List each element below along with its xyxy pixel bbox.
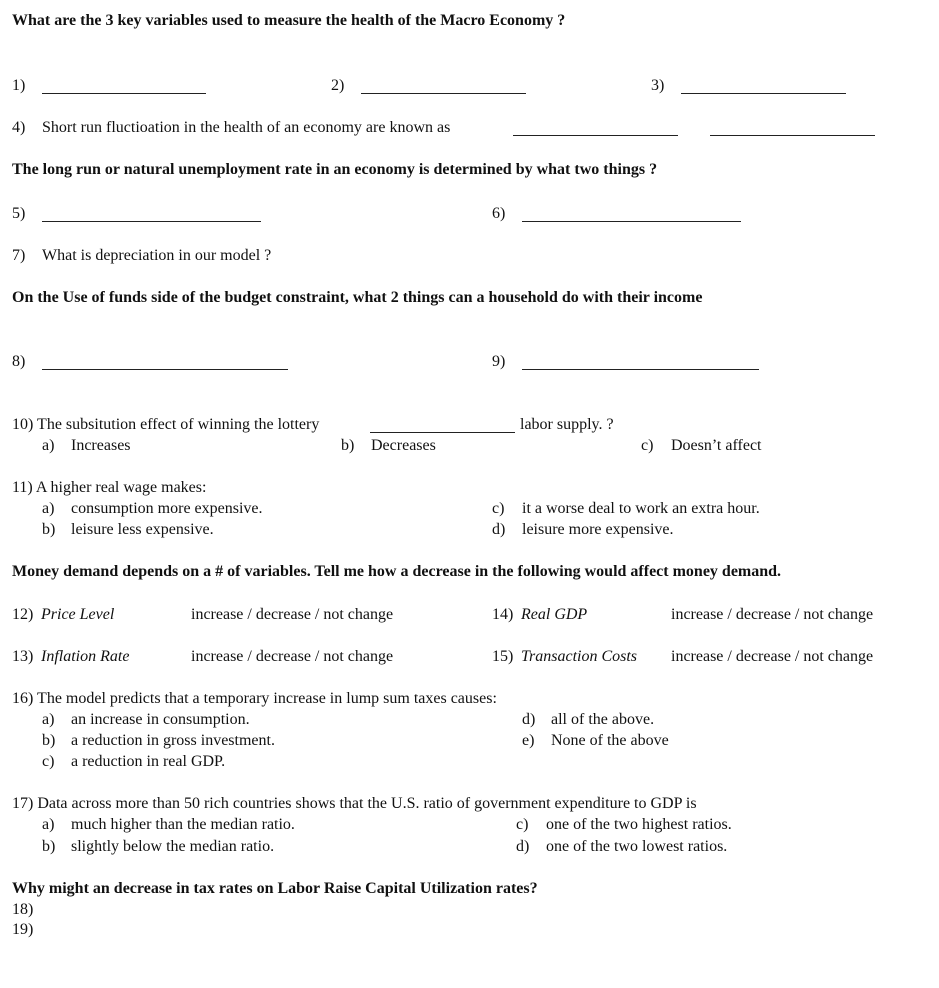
option-letter: b) bbox=[42, 521, 56, 538]
option-text[interactable]: Doesn’t affect bbox=[671, 437, 762, 454]
option-letter: c) bbox=[516, 816, 529, 833]
option-text[interactable]: Decreases bbox=[371, 437, 436, 454]
money-item-choices[interactable]: increase / decrease / not change bbox=[191, 606, 394, 623]
question-number-2: 2) bbox=[331, 77, 345, 94]
money-item-label: Price Level bbox=[41, 606, 115, 623]
option-letter: a) bbox=[42, 711, 55, 728]
question-number-6: 6) bbox=[492, 205, 506, 222]
option-letter: a) bbox=[42, 437, 55, 454]
question-number-19: 19) bbox=[12, 921, 34, 938]
question-number-7: 7) bbox=[12, 247, 26, 264]
answer-blank-5[interactable] bbox=[42, 221, 261, 222]
money-item-choices[interactable]: increase / decrease / not change bbox=[671, 648, 874, 665]
answer-blank-1[interactable] bbox=[42, 93, 206, 94]
option-letter: c) bbox=[641, 437, 654, 454]
question-7-text: What is depreciation in our model ? bbox=[42, 247, 272, 264]
section-heading-money-demand: Money demand depends on a # of variables. Tell me how a decrease in the following would affect money demand. bbox=[12, 563, 782, 580]
answer-blank-4b[interactable] bbox=[710, 135, 875, 136]
option-text[interactable]: an increase in consumption. bbox=[71, 711, 250, 728]
option-text[interactable]: consumption more expensive. bbox=[71, 500, 263, 517]
question-16-stem: 16) The model predicts that a temporary increase in lump sum taxes causes: bbox=[12, 690, 497, 707]
option-letter: b) bbox=[42, 838, 56, 855]
answer-blank-4a[interactable] bbox=[513, 135, 678, 136]
question-11-stem: 11) A higher real wage makes: bbox=[12, 479, 207, 496]
money-item-number: 12) bbox=[12, 606, 34, 623]
section-heading-use-of-funds: On the Use of funds side of the budget constraint, what 2 things can a household do with their income bbox=[12, 289, 703, 306]
answer-blank-8[interactable] bbox=[42, 369, 288, 370]
option-text[interactable]: much higher than the median ratio. bbox=[71, 816, 295, 833]
question-10-tail: labor supply. ? bbox=[520, 416, 614, 433]
money-item-label: Transaction Costs bbox=[521, 648, 638, 665]
option-text[interactable]: it a worse deal to work an extra hour. bbox=[522, 500, 760, 517]
money-item-label: Real GDP bbox=[521, 606, 588, 623]
money-item-choices[interactable]: increase / decrease / not change bbox=[671, 606, 874, 623]
option-text[interactable]: Increases bbox=[71, 437, 131, 454]
money-item-number: 13) bbox=[12, 648, 34, 665]
option-letter: a) bbox=[42, 500, 55, 517]
option-text[interactable]: leisure less expensive. bbox=[71, 521, 214, 538]
option-text[interactable]: slightly below the median ratio. bbox=[71, 838, 275, 855]
question-number-5: 5) bbox=[12, 205, 26, 222]
option-letter: c) bbox=[492, 500, 505, 517]
option-letter: a) bbox=[42, 816, 55, 833]
option-letter: e) bbox=[522, 732, 535, 749]
question-number-18: 18) bbox=[12, 901, 34, 918]
section-heading-unemployment: The long run or natural unemployment rate in an economy is determined by what two things ? bbox=[12, 161, 658, 178]
option-letter: d) bbox=[522, 711, 536, 728]
question-number-9: 9) bbox=[492, 353, 506, 370]
option-text[interactable]: one of the two highest ratios. bbox=[546, 816, 732, 833]
option-letter: d) bbox=[516, 838, 530, 855]
answer-blank-9[interactable] bbox=[522, 369, 759, 370]
section-heading-macro-variables: What are the 3 key variables used to measure the health of the Macro Economy ? bbox=[12, 12, 566, 29]
answer-blank-3[interactable] bbox=[681, 93, 846, 94]
money-item-choices[interactable]: increase / decrease / not change bbox=[191, 648, 394, 665]
option-letter: c) bbox=[42, 753, 55, 770]
money-item-number: 14) bbox=[492, 606, 514, 623]
option-text[interactable]: None of the above bbox=[551, 732, 669, 749]
answer-blank-10[interactable] bbox=[370, 432, 515, 433]
section-heading-capital-utilization: Why might an decrease in tax rates on Labor Raise Capital Utilization rates? bbox=[12, 880, 538, 897]
question-17-stem: 17) Data across more than 50 rich countries shows that the U.S. ratio of government expenditure to GDP is bbox=[12, 795, 697, 812]
option-text[interactable]: one of the two lowest ratios. bbox=[546, 838, 728, 855]
question-number-8: 8) bbox=[12, 353, 26, 370]
answer-blank-6[interactable] bbox=[522, 221, 741, 222]
answer-blank-2[interactable] bbox=[361, 93, 526, 94]
option-letter: b) bbox=[42, 732, 56, 749]
question-number-4: 4) bbox=[12, 119, 26, 136]
question-number-1: 1) bbox=[12, 77, 26, 94]
option-letter: d) bbox=[492, 521, 506, 538]
option-text[interactable]: all of the above. bbox=[551, 711, 655, 728]
question-number-3: 3) bbox=[651, 77, 665, 94]
money-item-label: Inflation Rate bbox=[41, 648, 130, 665]
option-letter: b) bbox=[341, 437, 355, 454]
question-10-stem: 10) The subsitution effect of winning the lottery bbox=[12, 416, 320, 433]
option-text[interactable]: a reduction in gross investment. bbox=[71, 732, 275, 749]
option-text[interactable]: leisure more expensive. bbox=[522, 521, 674, 538]
option-text[interactable]: a reduction in real GDP. bbox=[71, 753, 226, 770]
money-item-number: 15) bbox=[492, 648, 514, 665]
question-4-text: Short run fluctioation in the health of an economy are known as bbox=[42, 119, 451, 136]
